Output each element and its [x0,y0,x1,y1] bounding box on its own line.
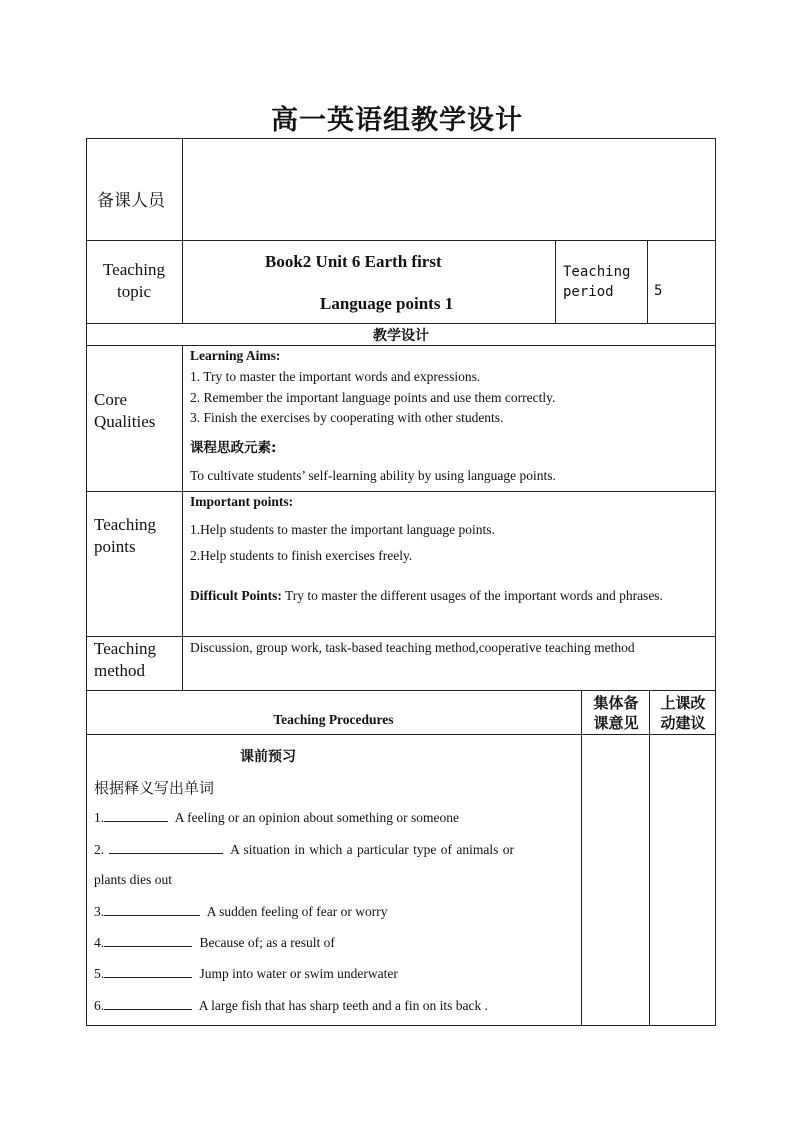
answer-blank[interactable] [104,965,192,978]
teaching-method-label: Teaching method [94,639,157,680]
exercise-number: 3. [94,904,105,919]
column-divider [555,240,556,323]
difficult-points-title: Difficult Points: [190,588,282,603]
column-divider [182,240,183,323]
topic-line-2: Language points 1 [320,294,454,313]
instruction-text: 根据释义写出单词 [94,779,215,797]
page-title: 高一英语组教学设计 [271,105,523,136]
column-divider [649,690,650,1026]
exercise-number: 4. [94,935,105,950]
row-divider [86,345,716,346]
exercise-definition: Because of; as a result of [199,935,335,950]
exercise-definition: A sudden feeling of fear or worry [206,904,388,919]
exercise-item-5 [94,965,398,982]
difficult-points [190,580,708,611]
exercise-item-4 [94,934,335,951]
row-divider [86,690,716,691]
exercise-item-6 [94,997,488,1014]
teaching-method-text: Discussion, group work, task-based teaching method,cooperative teaching method [190,640,635,655]
exercise-definition: Jump into water or swim underwater [199,966,398,981]
topic-line-1: Book2 Unit 6 Earth first [265,252,442,271]
core-qualities-label: Core Qualities [94,390,156,431]
row-divider [86,240,716,241]
answer-blank[interactable] [104,903,200,916]
teaching-period-value: 5 [654,283,663,299]
answer-blank[interactable] [109,841,223,854]
collective-opinion-header: 集体备课意见 [593,694,639,732]
answer-blank[interactable] [104,997,192,1010]
exercise-item-2-cont: plants dies out [94,872,172,887]
section-header: 教学设计 [373,328,429,344]
learning-aim-item: 3. Finish the exercises by cooperating with other students. [190,410,504,425]
answer-blank[interactable] [104,934,192,947]
exercise-definition: A large fish that has sharp teeth and a fin on its back . [198,998,488,1013]
learning-aim-item: 1. Try to master the important words and expressions. [190,369,481,384]
learning-aims-title: Learning Aims: [190,348,281,363]
teaching-procedures-header: Teaching Procedures [273,712,394,727]
teaching-points-label: Teaching points [94,515,157,556]
teaching-period-label: Teaching period [563,264,631,300]
exercise-item-1 [94,809,459,826]
column-divider [581,690,582,1026]
important-points-title: Important points: [190,494,294,509]
row-divider [86,734,716,735]
exercise-item-3 [94,903,387,920]
difficult-points-text: Try to master the different usages of the important words and phrases. [285,588,663,603]
important-point-item: 1.Help students to master the important language points. [190,522,495,537]
row-divider [86,636,716,637]
teaching-topic-label: Teaching topic [102,260,166,301]
column-divider [182,138,183,240]
learning-aim-item: 2. Remember the important language points and use them correctly. [190,390,556,405]
exercise-number: 5. [94,966,105,981]
row-divider [86,491,716,492]
exercise-item-2 [94,841,574,858]
exercise-number: 6. [94,998,105,1013]
ideology-text: To cultivate students’ self-learning ability by using language points. [190,468,556,483]
revision-suggestion-header: 上课改动建议 [660,694,706,732]
important-point-item: 2.Help students to finish exercises freely. [190,548,413,563]
row-divider [86,323,716,324]
column-divider [647,240,648,323]
ideology-title: 课程思政元素: [190,440,277,456]
answer-blank[interactable] [104,809,168,822]
preparer-label: 备课人员 [97,191,165,211]
exercise-definition: A situation in which a particular type of animals or [230,842,514,857]
preview-title: 课前预习 [240,749,296,765]
column-divider [182,345,183,690]
exercise-definition: A feeling or an opinion about something or someone [174,810,459,825]
exercise-number: 1. [94,810,105,825]
exercise-number: 2. [94,842,105,857]
